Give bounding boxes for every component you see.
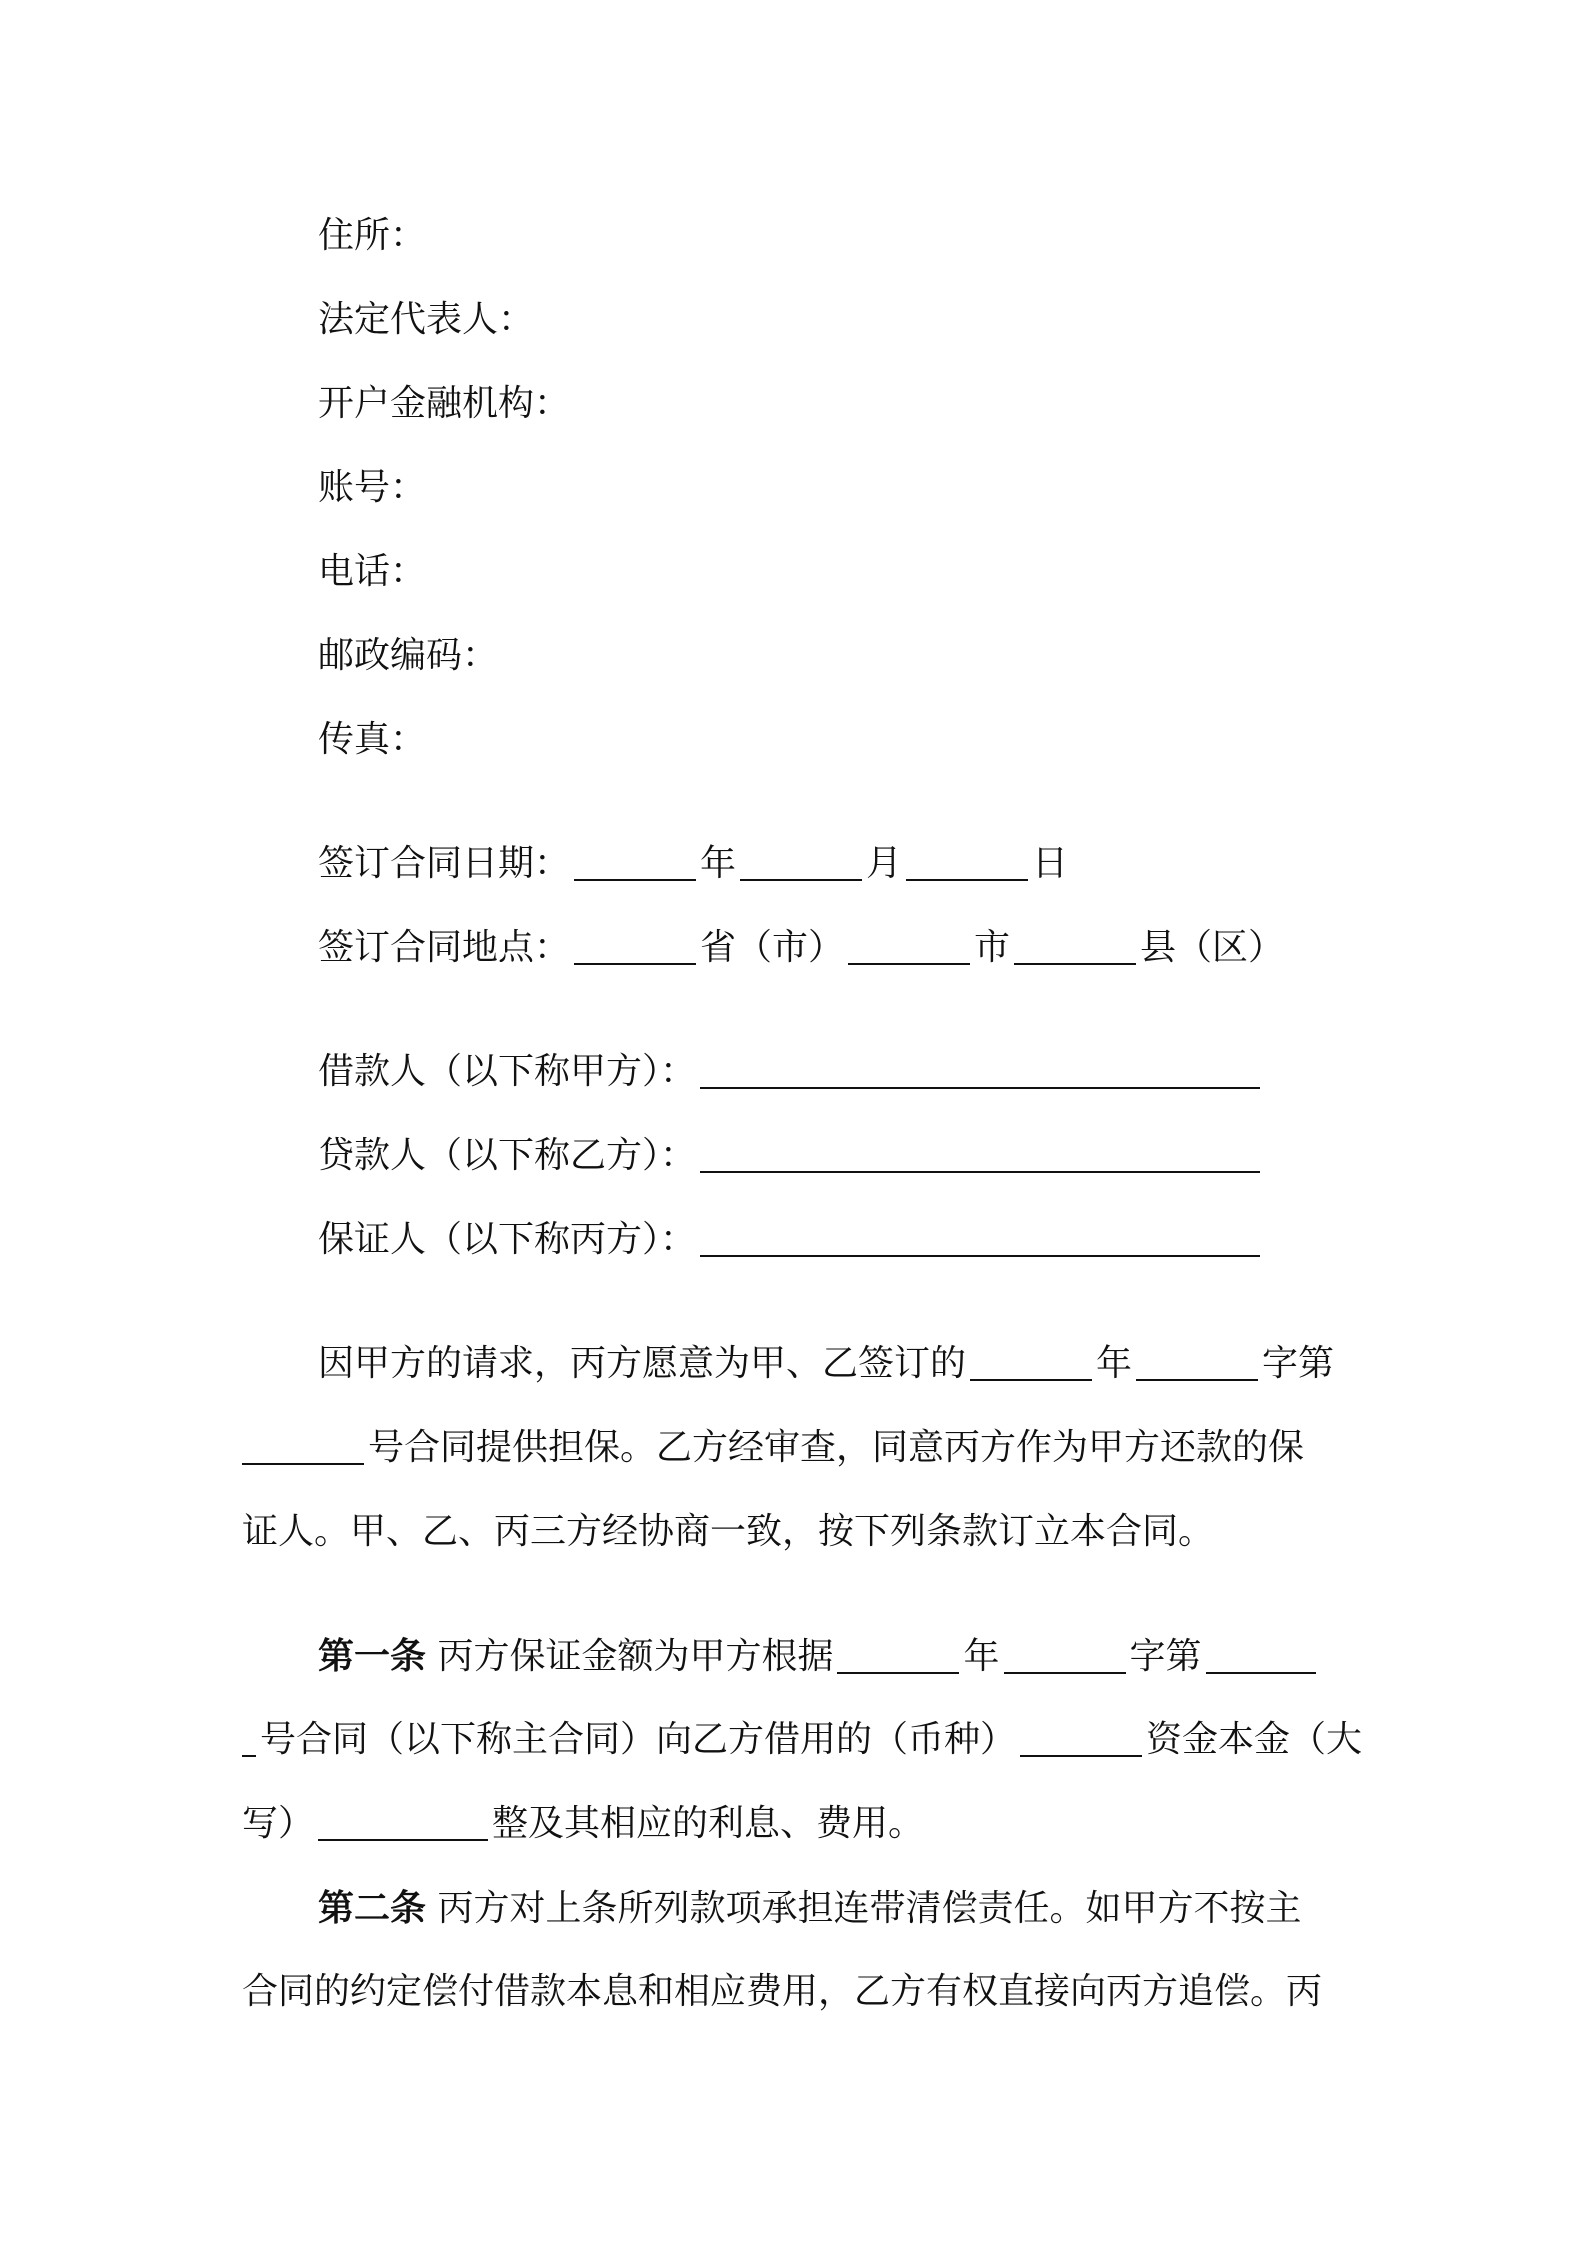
signing-date-line: [318, 843, 1069, 884]
city-unit: 市: [974, 927, 1011, 968]
article2-line-2: 合同的约定偿付借款本息和相应费用，乙方有权直接向丙方追偿。丙: [242, 1971, 1323, 2012]
currency-blank[interactable]: [1020, 1723, 1142, 1757]
article2-text: 丙方对上条所列款项承担连带清偿责任。如甲方不按主: [437, 1888, 1302, 1929]
article2-heading: 第二条: [318, 1887, 427, 1929]
postcode-label: 邮政编码：: [318, 635, 499, 676]
article1-text-3: 资金本金（大: [1146, 1719, 1363, 1760]
day-unit: 日: [1032, 843, 1069, 884]
year-unit: 年: [700, 843, 737, 884]
legal-rep-label: 法定代表人：: [318, 299, 535, 340]
preamble-line-2: [242, 1427, 1305, 1468]
signing-place-line: [318, 927, 1285, 968]
preamble-year-blank[interactable]: [970, 1347, 1092, 1381]
month-blank[interactable]: [740, 847, 862, 881]
preamble-line-1: [318, 1343, 1335, 1384]
amount-blank[interactable]: [318, 1807, 488, 1841]
article1-heading: 第一条: [318, 1635, 427, 1677]
month-unit: 月: [866, 843, 903, 884]
day-blank[interactable]: [906, 847, 1028, 881]
fax-label: 传真：: [318, 719, 427, 760]
preamble-year-unit: 年: [1096, 1343, 1133, 1384]
article1-year-unit: 年: [963, 1636, 1000, 1677]
article2-line-1: [318, 1887, 1302, 1929]
city-blank[interactable]: [848, 931, 970, 965]
preamble-text-2: 号合同提供担保。乙方经审查，同意丙方作为甲方还款的保: [368, 1427, 1305, 1468]
borrower-line: [318, 1051, 1264, 1092]
guarantor-label: 保证人（以下称丙方）：: [318, 1219, 697, 1260]
borrower-label: 借款人（以下称甲方）：: [318, 1051, 697, 1092]
article1-line-2: [242, 1719, 1363, 1760]
year-blank[interactable]: [574, 847, 696, 881]
bank-label: 开户金融机构：: [318, 383, 571, 424]
article1-number-blank-cont[interactable]: [242, 1723, 256, 1757]
article1-word-blank[interactable]: [1004, 1640, 1126, 1674]
lender-label: 贷款人（以下称乙方）：: [318, 1135, 697, 1176]
signing-date-label: 签订合同日期：: [318, 843, 571, 884]
preamble-number-blank[interactable]: [242, 1431, 364, 1465]
article1-number-blank[interactable]: [1206, 1640, 1316, 1674]
lender-blank[interactable]: [700, 1139, 1260, 1173]
article1-line-1: [318, 1635, 1320, 1677]
phone-label: 电话：: [318, 551, 427, 592]
guarantor-line: [318, 1219, 1264, 1260]
address-label: 住所：: [318, 215, 427, 256]
lender-line: [318, 1135, 1264, 1176]
county-blank[interactable]: [1014, 931, 1136, 965]
account-label: 账号：: [318, 467, 427, 508]
preamble-no-unit: 字第: [1262, 1343, 1335, 1384]
guarantor-blank[interactable]: [700, 1223, 1260, 1257]
borrower-blank[interactable]: [700, 1055, 1260, 1089]
article1-text-5: 整及其相应的利息、费用。: [492, 1803, 925, 1844]
article1-text-4: 写）: [242, 1803, 315, 1844]
article1-year-blank[interactable]: [837, 1640, 959, 1674]
preamble-line-3: 证人。甲、乙、丙三方经协商一致，按下列条款订立本合同。: [242, 1511, 1215, 1552]
article1-no-unit: 字第: [1129, 1636, 1202, 1677]
preamble-text: 因甲方的请求，丙方愿意为甲、乙签订的: [318, 1343, 967, 1384]
article1-text-2: 号合同（以下称主合同）向乙方借用的（币种）: [260, 1719, 1017, 1760]
signing-place-label: 签订合同地点：: [318, 927, 571, 968]
article1-line-3: [242, 1803, 925, 1844]
article1-text: 丙方保证金额为甲方根据: [437, 1636, 834, 1677]
province-blank[interactable]: [574, 931, 696, 965]
county-unit: 县（区）: [1140, 927, 1285, 968]
province-unit: 省（市）: [700, 927, 845, 968]
preamble-word-blank[interactable]: [1136, 1347, 1258, 1381]
